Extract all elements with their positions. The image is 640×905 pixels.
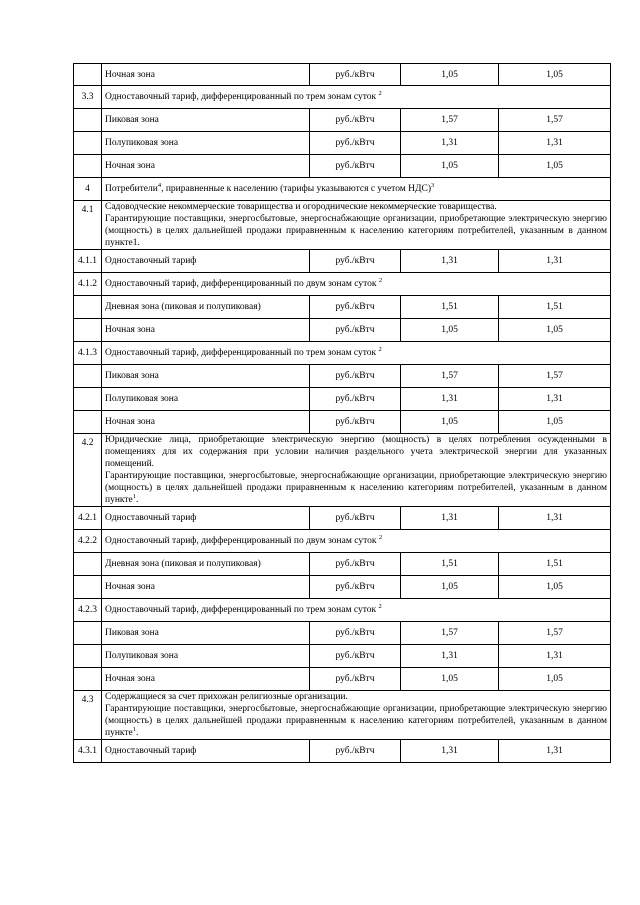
row-number — [74, 411, 102, 434]
row-heading — [102, 530, 611, 553]
row-number: 4.1 — [74, 201, 102, 250]
table-row — [74, 740, 611, 763]
row-unit: руб./кВтч — [310, 132, 401, 155]
row-number — [74, 576, 102, 599]
row-number — [74, 388, 102, 411]
table-row — [74, 86, 611, 109]
row-value-1: 1,31 — [401, 740, 499, 763]
row-unit: руб./кВтч — [310, 553, 401, 576]
row-number — [74, 64, 102, 86]
row-value-2: 1,05 — [499, 319, 611, 342]
row-value-1: 1,51 — [401, 296, 499, 319]
row-value-2: 1,31 — [499, 645, 611, 668]
description-paragraph: Садоводческие некоммерческие товарищества и огороднические некоммерческие товарищества. — [105, 202, 497, 212]
table-row — [74, 178, 611, 201]
row-value-2: 1,31 — [499, 250, 611, 273]
row-heading — [102, 178, 611, 201]
row-value-1: 1,31 — [401, 132, 499, 155]
row-number — [74, 296, 102, 319]
footnote-ref: 4 — [157, 181, 162, 189]
table-row — [74, 296, 611, 319]
row-number — [74, 553, 102, 576]
row-value-1: 1,05 — [401, 668, 499, 691]
row-name: Полупиковая зона — [102, 388, 310, 411]
row-value-1: 1,05 — [401, 155, 499, 178]
table-row — [74, 507, 611, 530]
row-value-2: 1,31 — [499, 507, 611, 530]
row-number: 4.2.3 — [74, 599, 102, 622]
row-number: 4.2.1 — [74, 507, 102, 530]
row-value-2: 1,05 — [499, 64, 611, 86]
row-value-1: 1,51 — [401, 553, 499, 576]
row-name: Ночная зона — [102, 576, 310, 599]
row-unit: руб./кВтч — [310, 740, 401, 763]
row-name: Пиковая зона — [102, 109, 310, 132]
row-unit: руб./кВтч — [310, 622, 401, 645]
row-name: Дневная зона (пиковая и полупиковая) — [102, 296, 310, 319]
description-end: . — [136, 495, 139, 505]
description-paragraph: Содержащиеся за счет прихожан религиозные организации. — [105, 692, 348, 702]
description-paragraph: Юридические лица, приобретающие электрическую энергию (мощность) в целях потребления осужденными в помещениях для их содержания при условии наличия раздельного учета электрической энергии для указанных помещений. — [105, 435, 607, 469]
row-name: Пиковая зона — [102, 365, 310, 388]
row-value-2: 1,05 — [499, 155, 611, 178]
table-row — [74, 645, 611, 668]
row-description — [102, 691, 611, 740]
row-heading-text: , приравненные к населению (тарифы указываются с учетом НДС) — [161, 184, 431, 194]
footnote-ref: 2 — [378, 533, 383, 541]
table-row — [74, 691, 611, 740]
row-heading — [102, 599, 611, 622]
row-number: 4.1.3 — [74, 342, 102, 365]
row-value-2: 1,05 — [499, 668, 611, 691]
row-value-1: 1,31 — [401, 388, 499, 411]
description-end: . — [136, 728, 139, 738]
row-unit: руб./кВтч — [310, 109, 401, 132]
row-unit: руб./кВтч — [310, 411, 401, 434]
table-row — [74, 273, 611, 296]
row-number: 4 — [74, 178, 102, 201]
row-number — [74, 645, 102, 668]
row-unit: руб./кВтч — [310, 576, 401, 599]
tariff-table — [73, 63, 611, 763]
row-value-1: 1,05 — [401, 319, 499, 342]
row-unit: руб./кВтч — [310, 668, 401, 691]
row-number: 3.3 — [74, 86, 102, 109]
row-name: Ночная зона — [102, 411, 310, 434]
row-number: 4.3.1 — [74, 740, 102, 763]
table-row — [74, 155, 611, 178]
row-value-2: 1,57 — [499, 365, 611, 388]
description-text: Гарантирующие поставщики, энергосбытовые, энергоснабжающие организации, приобретающие электрическую энергию (мощность) в целях дальнейшей продажи приравненным к населению категориям потребителей, указанным в данном пункте — [105, 471, 607, 505]
row-name: Одноставочный тариф — [102, 250, 310, 273]
row-heading-text: Одноставочный тариф, дифференцированный по двум зонам суток — [105, 536, 377, 546]
table-row — [74, 64, 611, 86]
row-name: Ночная зона — [102, 668, 310, 691]
table-row — [74, 668, 611, 691]
footnote-ref: 2 — [378, 602, 382, 610]
row-value-1: 1,31 — [401, 250, 499, 273]
table-row — [74, 109, 611, 132]
row-heading-text: Одноставочный тариф, дифференцированный по двум зонам суток — [105, 279, 377, 289]
row-number: 4.3 — [74, 691, 102, 740]
row-value-1: 1,31 — [401, 645, 499, 668]
row-unit: руб./кВтч — [310, 250, 401, 273]
row-value-2: 1,31 — [499, 740, 611, 763]
description-paragraph: Гарантирующие поставщики, энергосбытовые, энергоснабжающие организации, приобретающие электрическую энергию (мощность) в целях дальнейшей продажи приравненным к населению категориям потребителей, указанным в данном пункте1. — [105, 214, 607, 248]
row-number — [74, 668, 102, 691]
footnote-ref: 2 — [378, 276, 383, 284]
row-value-2: 1,51 — [499, 296, 611, 319]
row-description — [102, 201, 611, 250]
row-unit: руб./кВтч — [310, 64, 401, 86]
row-name: Одноставочный тариф — [102, 507, 310, 530]
table-row — [74, 622, 611, 645]
description-text: Гарантирующие поставщики, энергосбытовые, энергоснабжающие организации, приобретающие электрическую энергию (мощность) в целях дальнейшей продажи приравненным к населению категориям потребителей, указанным в данном пункте — [105, 704, 607, 738]
table-row — [74, 599, 611, 622]
row-heading — [102, 273, 611, 296]
row-value-1: 1,57 — [401, 365, 499, 388]
row-heading-text: Потребители — [105, 184, 158, 194]
table-row — [74, 250, 611, 273]
table-row — [74, 411, 611, 434]
table-row — [74, 132, 611, 155]
row-value-2: 1,05 — [499, 576, 611, 599]
table-row — [74, 576, 611, 599]
footnote-ref: 1 — [132, 725, 137, 733]
table-row — [74, 434, 611, 507]
row-value-1: 1,05 — [401, 64, 499, 86]
row-heading — [102, 86, 611, 109]
row-number: 4.1.2 — [74, 273, 102, 296]
row-name: Дневная зона (пиковая и полупиковая) — [102, 553, 310, 576]
row-name: Одноставочный тариф — [102, 740, 310, 763]
row-unit: руб./кВтч — [310, 155, 401, 178]
table-row — [74, 553, 611, 576]
row-number: 4.2.2 — [74, 530, 102, 553]
row-number — [74, 109, 102, 132]
row-number — [74, 132, 102, 155]
row-number — [74, 365, 102, 388]
row-unit: руб./кВтч — [310, 507, 401, 530]
row-name: Полупиковая зона — [102, 132, 310, 155]
table-row — [74, 365, 611, 388]
row-value-2: 1,51 — [499, 553, 611, 576]
row-number: 4.2 — [74, 434, 102, 507]
table-row — [74, 530, 611, 553]
table-row — [74, 388, 611, 411]
row-number — [74, 319, 102, 342]
table-row — [74, 342, 611, 365]
description-paragraph — [105, 470, 607, 506]
table-row — [74, 319, 611, 342]
row-value-2: 1,31 — [499, 388, 611, 411]
row-name: Полупиковая зона — [102, 645, 310, 668]
row-value-1: 1,57 — [401, 109, 499, 132]
row-unit: руб./кВтч — [310, 388, 401, 411]
row-heading-text: Одноставочный тариф, дифференцированный по трем зонам суток — [105, 348, 377, 358]
row-unit: руб./кВтч — [310, 645, 401, 668]
row-number — [74, 622, 102, 645]
row-value-2: 1,05 — [499, 411, 611, 434]
row-heading — [102, 342, 611, 365]
row-value-2: 1,57 — [499, 109, 611, 132]
row-value-1: 1,05 — [401, 576, 499, 599]
row-value-1: 1,31 — [401, 507, 499, 530]
footnote-ref: 2 — [378, 345, 382, 353]
row-unit: руб./кВтч — [310, 365, 401, 388]
footnote-ref: 2 — [378, 89, 382, 97]
row-value-1: 1,05 — [401, 411, 499, 434]
row-heading-text: Одноставочный тариф, дифференцированный по трем зонам суток — [105, 605, 377, 615]
row-number — [74, 155, 102, 178]
footnote-ref: 3 — [431, 181, 435, 189]
row-description — [102, 434, 611, 507]
row-value-1: 1,57 — [401, 622, 499, 645]
row-name: Ночная зона — [102, 155, 310, 178]
row-value-2: 1,31 — [499, 132, 611, 155]
row-heading-text: Одноставочный тариф, дифференцированный по трем зонам суток — [105, 92, 377, 102]
row-value-2: 1,57 — [499, 622, 611, 645]
footnote-ref: 1 — [132, 492, 137, 500]
row-name: Пиковая зона — [102, 622, 310, 645]
row-unit: руб./кВтч — [310, 296, 401, 319]
row-number: 4.1.1 — [74, 250, 102, 273]
row-unit: руб./кВтч — [310, 319, 401, 342]
row-name: Ночная зона — [102, 319, 310, 342]
row-name: Ночная зона — [102, 64, 310, 86]
description-paragraph — [105, 703, 607, 739]
table-row — [74, 201, 611, 250]
